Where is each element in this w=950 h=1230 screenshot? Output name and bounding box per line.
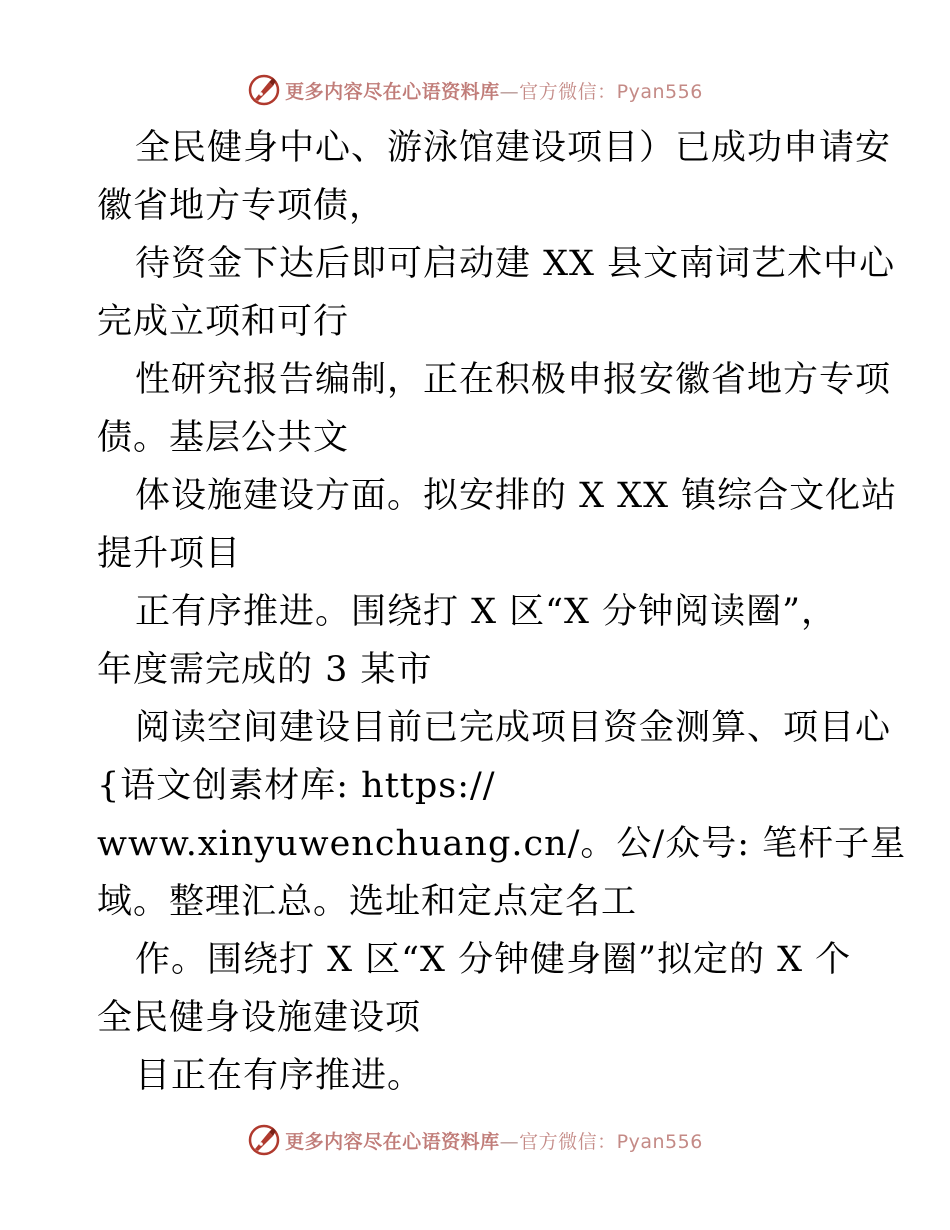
pen-nib-logo-icon — [247, 1123, 281, 1157]
body-line-3: 待资金下达后即可启动建 XX 县文南词艺术中心 — [135, 244, 896, 284]
body-line-9: 正有序推进。围绕打 X 区“X 分钟阅读圈”， — [135, 592, 837, 632]
body-line-6: 债。基层公共文 — [97, 418, 350, 458]
body-line-5: 性研究报告编制，正在积极申报安徽省地方专项 — [135, 360, 892, 400]
body-line-12: {语文创素材库: https:// — [97, 766, 496, 806]
header-banner-sep: — — [499, 80, 520, 103]
body-line-10: 年度需完成的 3 某市 — [97, 650, 433, 690]
body-line-7: 体设施建设方面。拟安排的 X XX 镇综合文化站 — [135, 476, 898, 516]
body-line-4: 完成立项和可行 — [97, 302, 350, 342]
footer-banner-suffix: 官方微信：Pyan556 — [519, 1130, 703, 1153]
body-line-8: 提升项目 — [97, 534, 242, 574]
body-line-15: 作。围绕打 X 区“X 分钟健身圈”拟定的 X 个 — [135, 940, 852, 980]
header-banner-suffix: 官方微信：Pyan556 — [519, 80, 703, 103]
body-line-2: 徽省地方专项债， — [97, 186, 386, 226]
header-banner-main: 更多内容尽在心语资料库 — [285, 80, 500, 103]
footer-banner-text — [285, 1127, 703, 1154]
body-line-11: 阅读空间建设目前已完成项目资金测算、项目心 — [135, 708, 892, 748]
footer-banner-sep: — — [499, 1130, 520, 1153]
body-line-13: www.xinyuwenchuang.cn/。公/众号: 笔杆子星 — [97, 824, 907, 864]
body-line-14: 域。整理汇总。选址和定点定名工 — [97, 882, 638, 922]
footer-banner — [0, 1120, 950, 1160]
body-line-1: 全民健身中心、游泳馆建设项目）已成功申请安 — [135, 128, 892, 168]
body-line-16: 全民健身设施建设项 — [97, 998, 422, 1038]
footer-banner-main: 更多内容尽在心语资料库 — [285, 1130, 500, 1153]
body-line-17: 目正在有序推进。 — [135, 1056, 424, 1096]
